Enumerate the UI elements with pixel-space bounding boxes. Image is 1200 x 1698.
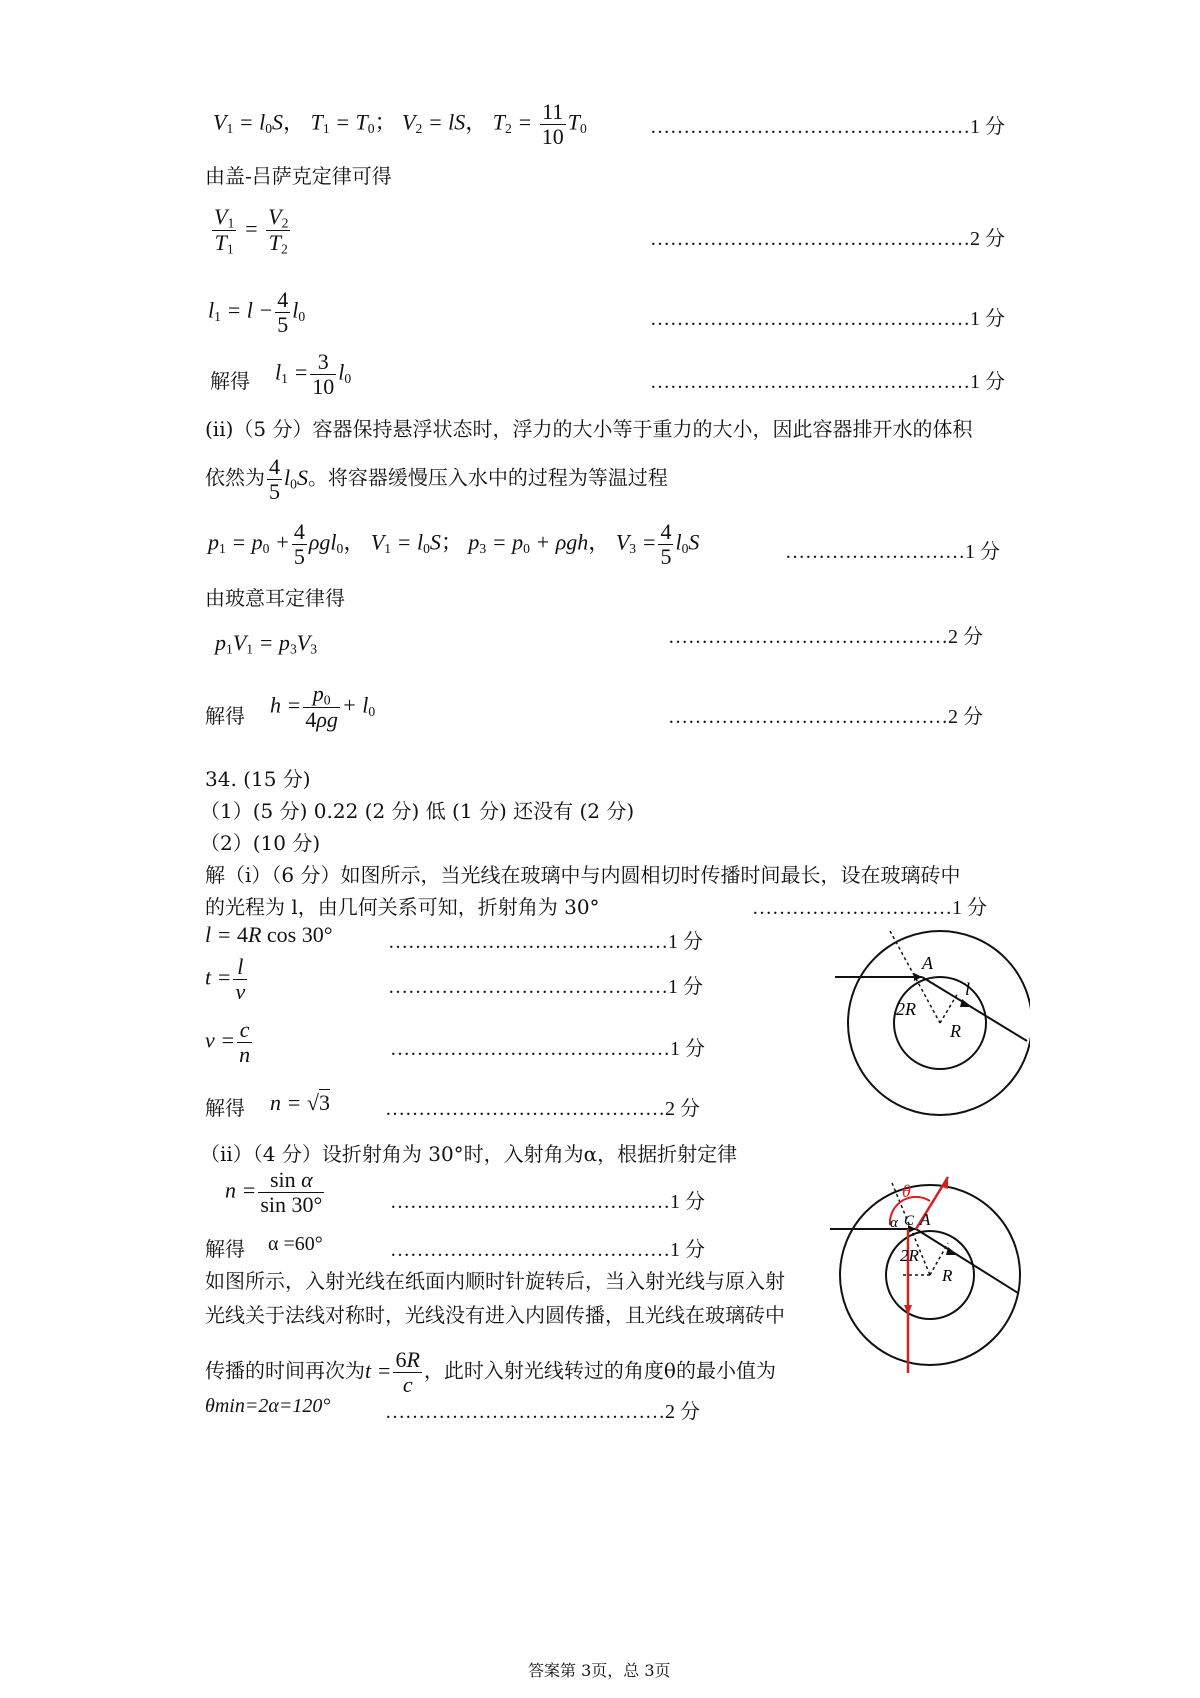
label-R: R	[950, 1021, 961, 1041]
refracted-ray	[916, 1229, 1018, 1293]
text-part-ii: (ii)（5 分）容器保持悬浮状态时，浮力的大小等于重力的大小，因此容器排开水的体积	[205, 417, 973, 441]
eq-l1: $l_1 = l$ − $\frac{4}{5}$ $l_0$	[208, 287, 306, 338]
eq-speed: v = $\frac{c}{n}$	[205, 1017, 251, 1068]
label-2R: 2R	[900, 1246, 919, 1265]
label-solve-1: 解得	[210, 369, 250, 393]
figure-1-diagram	[830, 925, 1030, 1125]
score-eq-v: ……………………………………1 分	[390, 1038, 705, 1060]
eq-pressures: $p_1 = p_0$ + $\frac{4}{5}$ ρgl$_0$， $V_1 = l_0S$； $p_3 = p_0 + \rho gh$， $V_3$ = $\frac{4}{5}$ $l_0S$	[208, 519, 700, 570]
score-line10: ……………………………………2 分	[668, 626, 983, 648]
eq-alpha-result: α =60°	[268, 1233, 323, 1255]
label-alpha: α	[890, 1215, 898, 1231]
score-line8: ………………………1 分	[785, 541, 1000, 563]
refracted-arrow-icon	[946, 1247, 958, 1255]
label-theta: θ	[902, 1181, 911, 1201]
answer-34-2: （2）(10 分)	[200, 831, 321, 855]
eq-l1-result: $l_1$ = $\frac{3}{10}$ $l_0$	[275, 349, 352, 400]
score-eq-n: ……………………………………2 分	[385, 1098, 700, 1120]
score-sol-i: …………………………1 分	[752, 897, 987, 919]
label-solve-2: 解得	[205, 704, 245, 728]
label-R: R	[942, 1266, 953, 1285]
eq-n-result: n = √3	[270, 1090, 330, 1115]
paragraph-line-1: 如图所示，入射光线在纸面内顺时针旋转后，当入射光线与原入射	[205, 1269, 785, 1293]
score-eq-l: ……………………………………1 分	[388, 931, 703, 953]
answer-34-1: （1）(5 分) 0.22 (2 分) 低 (1 分) 还没有 (2 分)	[200, 799, 635, 823]
score-eq-sin: ……………………………………1 分	[390, 1191, 705, 1213]
figure-2-diagram	[830, 1175, 1030, 1375]
paragraph-line-3: 传播的时间再次为t = $\frac{6R}{c}$ ，此时入射光线转过的角度θ的最小值为	[205, 1347, 776, 1398]
eq-time: t = $\frac{l}{v}$	[205, 954, 246, 1005]
eq-boyle: $p_1V_1 = p_3V_3$	[215, 630, 318, 657]
page-footer: 答案第 3页，总 3页	[528, 1661, 671, 1680]
solution-i-cont: 的光程为 l，由几何关系可知，折射角为 30°	[205, 895, 600, 919]
score-line4: …………………………………………1 分	[650, 308, 1005, 330]
text-boyle: 由玻意耳定律得	[205, 586, 345, 610]
paragraph-line-2: 光线关于法线对称时，光线没有进入内圆传播，且光线在玻璃砖中	[205, 1303, 785, 1327]
text-part-ii-cont: 依然为 $\frac{4}{5}$ $l_0S$。将容器缓慢压入水中的过程为等温过程	[205, 454, 668, 505]
incident-arrow-icon	[914, 973, 922, 981]
theta-min: θmin=2α=120°	[205, 1395, 331, 1417]
outer-circle	[848, 931, 1030, 1115]
solution-i: 解（i）（6 分）如图所示，当光线在玻璃中与内圆相切时传播时间最长，设在玻璃砖中	[205, 863, 961, 887]
label-l: l	[965, 979, 971, 999]
label-A: A	[920, 1210, 931, 1229]
score-line3: …………………………………………2 分	[650, 228, 1005, 250]
question-34: 34. (15 分)	[205, 767, 311, 791]
label-A: A	[922, 953, 933, 973]
refracted-ray	[922, 977, 1027, 1041]
score-eq-t: ……………………………………1 分	[388, 976, 703, 998]
eq-h-result: h = $\frac{p_0}{4\rho g}$ + $l_0$	[270, 681, 376, 733]
label-2R: 2R	[896, 999, 916, 1019]
score-eq-alpha: ……………………………………1 分	[390, 1239, 705, 1261]
score-line11: ……………………………………2 分	[668, 706, 983, 728]
score-line5: …………………………………………1 分	[650, 371, 1005, 393]
text-gay-lussac: 由盖-吕萨克定律可得	[205, 164, 392, 188]
label-solve-n: 解得	[205, 1096, 245, 1120]
label-solve-alpha: 解得	[205, 1237, 245, 1261]
eq-volume-temp: $V_1 = l_0S$， $T_1 = T_0$； $V_2$ = lS， $T_2$ = $\frac{11}{10}$ $T_0$	[213, 99, 587, 150]
solution-ii: （ii）（4 分）设折射角为 30°时，入射角为α，根据折射定律	[200, 1142, 738, 1166]
score-theta: ……………………………………2 分	[385, 1401, 700, 1423]
refracted-arrow-icon	[960, 999, 972, 1007]
eq-gay-lussac: $\frac{V_1}{T_1}$ = $\frac{V_2}{T_2}$	[214, 204, 289, 257]
eq-path-length: l = 4R cos 30°	[205, 922, 333, 947]
label-C: C	[904, 1213, 915, 1229]
eq-refraction-law: n = $\frac{\text{sin α}}{\sin 30^\circ}$	[225, 1167, 323, 1218]
score-line1: …………………………………………1 分	[650, 116, 1005, 138]
